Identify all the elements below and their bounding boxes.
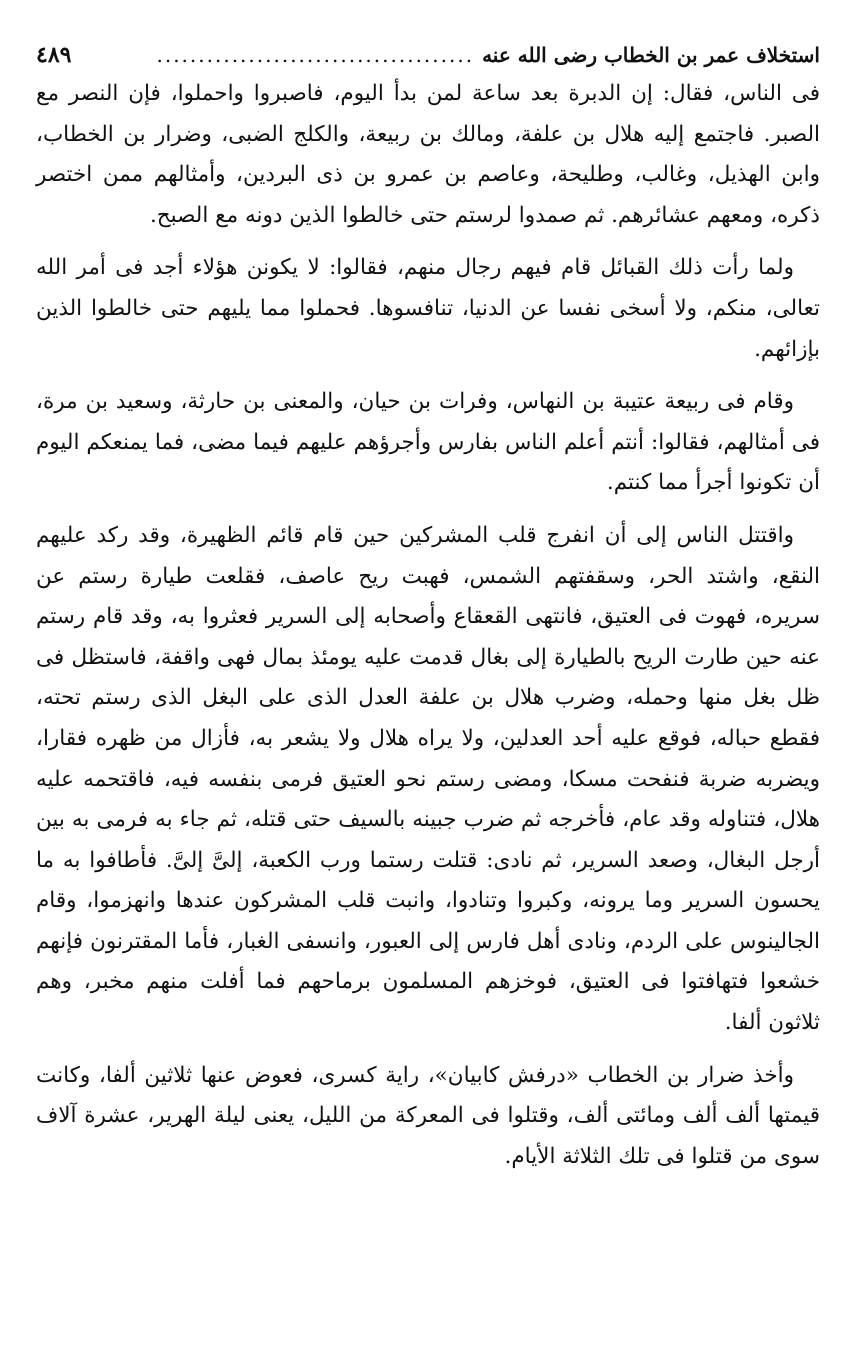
- paragraph-1: فى الناس، فقال: إن الدبرة بعد ساعة لمن بدأ اليوم، فاصبروا واحملوا، فإن النصر مع الصبر. فاجتمع إليه هلال بن علفة، ومالك بن ربيعة، والكلج الضبى، وضرار بن الخطاب، وابن الهذيل، وغالب، وطليحة، وعاصم بن عمرو بن ذى البردين، وأمثالهم ممن اختصر ذكره، ومعهم عشائرهم. ثم صمدوا لرستم حتى خالطوا الذين دونه مع الصبح.: [36, 81, 820, 228]
- paragraph-5: وأخذ ضرار بن الخطاب «درفش كابيان»، راية كسرى، فعوض عنها ثلاثين ألفا، وكانت قيمتها ألف ألف ومائتى ألف، وقتلوا فى المعركة من الليل، يعنى ليلة الهرير، عشرة آلاف سوى من قتلوا فى تلك الثلاثة الأيام.: [36, 1062, 820, 1169]
- book-page: [36, 40, 820, 1189]
- running-header: [36, 40, 820, 70]
- page-number: ٤٨٩: [36, 42, 72, 68]
- leader-dots: ......................................: [156, 43, 475, 67]
- paragraph-3: وقام فى ربيعة عتيبة بن النهاس، وفرات بن حيان، والمعنى بن حارثة، وسعيد بن مرة، فى أمثالهم، فقالوا: أنتم أعلم الناس بفارس وأجرؤهم عليهم فيما مضى، فما يمنعكم اليوم أن تكونوا أجرأ مما كنتم.: [36, 389, 820, 496]
- chapter-title: استخلاف عمر بن الخطاب رضى الله عنه: [482, 43, 820, 67]
- paragraph-4: واقتتل الناس إلى أن انفرج قلب المشركين حين قام قائم الظهيرة، وقد ركد عليهم النقع، واشتد الحر، وسقفتهم الشمس، فهبت ريح عاصف، فقلعت طيارة رستم عن سريره، فهوت فى العتيق، فانتهى القعقاع وأصحابه إلى السرير فعثروا به، وقد قام رستم عنه حين طارت الريح بالطيارة إلى بغال قدمت عليه يومئذ بمال فهى واقفة، فاستظل فى ظل بغل منها وحمله، وضرب هلال بن علفة العدل الذى على البغل الذى رستم تحته، فقطع حباله، فوقع عليه أحد العدلين، ولا يراه هلال ولا يشعر به، فأزال من ظهره فقارا، ويضربه ضربة فنفحت مسكا، ومضى رستم نحو العتيق فرمى بنفسه فيه، فاقتحمه عليه هلال، فتناوله وقد عام، فأخرجه ثم ضرب جبينه بالسيف حتى قتله، ثم جاء به فرمى به بين أرجل البغال، وصعد السرير، ثم نادى: قتلت رستما ورب الكعبة، إلىَّ إلىَّ. فأطافوا به ما يحسون السرير وما يرونه، وكبروا وتنادوا، وانبت قلب المشركون عندها وانهزموا، وقام الجالينوس على الردم، ونادى أهل فارس إلى العبور، وانسفى الغبار، فأما المقترنون فإنهم خشعوا فتهافتوا فى العتيق، فوخزهم المسلمون برماحهم فما أفلت منهم مخبر، وهم ثلاثون ألفا.: [36, 522, 820, 1036]
- paragraph-2: ولما رأت ذلك القبائل قام فيهم رجال منهم، فقالوا: لا يكونن هؤلاء أجد فى أمر الله تعالى، منكم، ولا أسخى نفسا عن الدنيا، تنافسوها. فحملوا مما يليهم حتى خالطوا الذين بإزائهم.: [36, 255, 820, 362]
